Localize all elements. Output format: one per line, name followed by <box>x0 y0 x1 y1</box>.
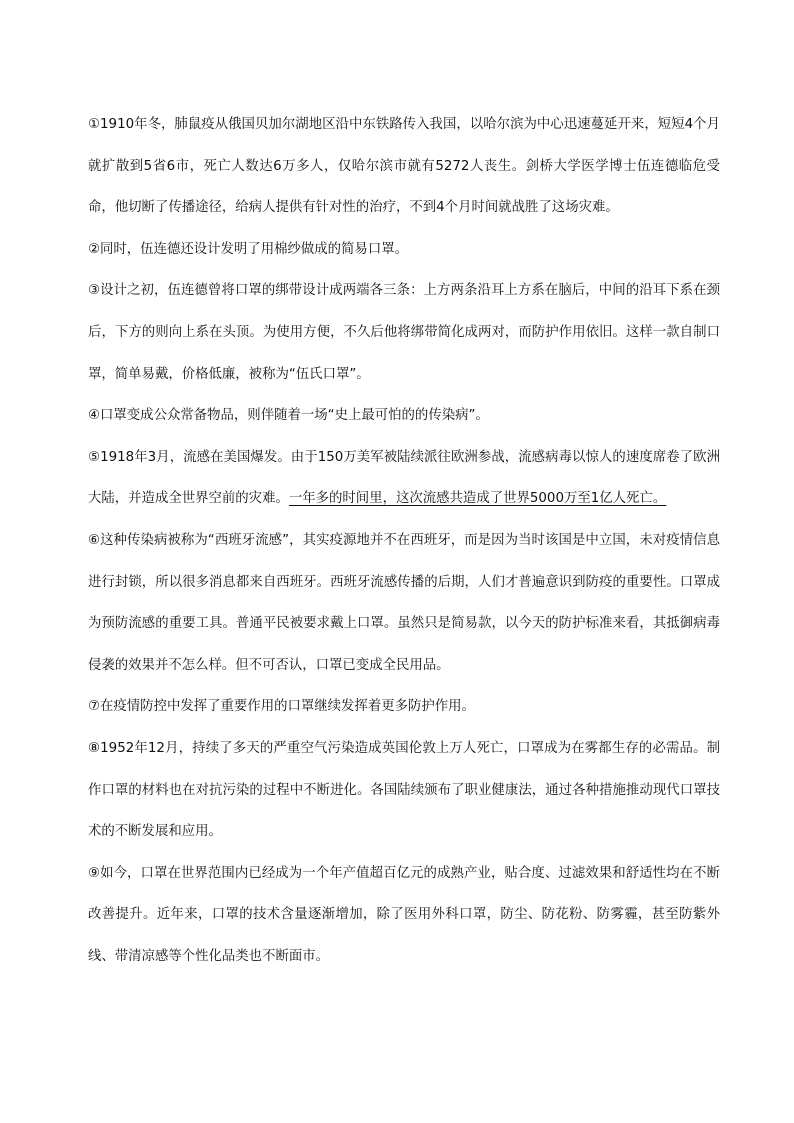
paragraph-3-text: ③设计之初，伍连德曾将口罩的绑带设计成两端各三条：上方两条沿耳上方系在脑后，中间的沿耳下系在颈后，下方的则向上系在头顶。为使用方便，不久后他将绑带简化成两对，而防护作用依旧。这样一款自制口罩，简单易戴，价格低廉，被称为“伍氏口罩”。 <box>88 283 720 382</box>
paragraph-4-text: ④口罩变成公众常备物品，则伴随着一场“史上最可怕的的传染病”。 <box>88 408 489 424</box>
paragraph-2-text: ②同时，伍连德还设计发明了用棉纱做成的简易口罩。 <box>88 241 408 257</box>
paragraph-3 <box>88 270 720 395</box>
paragraph-6-text: ⑥这种传染病被称为“西班牙流感”，其实疫源地并不在西班牙，而是因为当时该国是中立国，未对疫情信息进行封锁，所以很多消息都来自西班牙。西班牙流感传播的后期，人们才普遍意识到防疫的重要性。口罩成为预防流感的重要工具。普通平民被要求戴上口罩。虽然只是简易款，以今天的防护标准来看，其抵御病毒侵袭的效果并不怎么样。但不可否认，口罩已变成全民用品。 <box>88 532 720 673</box>
paragraph-7 <box>88 686 720 728</box>
paragraph-4 <box>88 395 720 437</box>
paragraph-5-text: ⑤1918年3月，流感在美国爆发。由于150万美军被陆续派往欧洲参战，流感病毒以惊人的速度席卷了欧洲大陆，并造成全世界空前的灾难。 <box>88 449 720 507</box>
paragraph-8-text: ⑧1952年12月，持续了多天的严重空气污染造成英国伦敦上万人死亡，口罩成为在雾都生存的必需品。制作口罩的材料也在对抗污染的过程中不断进化。各国陆续颁布了职业健康法，通过各种措施推动现代口罩技术的不断发展和应用。 <box>88 740 720 840</box>
document-page <box>88 104 720 977</box>
paragraph-9-text: ⑨如今，口罩在世界范围内已经成为一个年产值超百亿元的成熟产业，贴合度、过滤效果和舒适性均在不断改善提升。近年来，口罩的技术含量逐渐增加，除了医用外科口罩，防尘、防花粉、防雾霾，甚至防紫外线、带清凉感等个性化品类也不断面市。 <box>88 865 720 964</box>
paragraph-7-text: ⑦在疫情防控中发挥了重要作用的口罩继续发挥着更多防护作用。 <box>88 699 475 715</box>
paragraph-5-underlined-text: 一年多的时间里，这次流感共造成了世界5000万至1亿人死亡。 <box>288 491 667 507</box>
paragraph-9 <box>88 853 720 978</box>
paragraph-2 <box>88 229 720 271</box>
paragraph-6 <box>88 520 720 686</box>
paragraph-1 <box>88 104 720 229</box>
paragraph-5 <box>88 437 720 520</box>
paragraph-8 <box>88 728 720 853</box>
paragraph-1-text: ①1910年冬，肺鼠疫从俄国贝加尔湖地区沿中东铁路传入我国，以哈尔滨为中心迅速蔓延开来，短短4个月就扩散到5省6市，死亡人数达6万多人，仅哈尔滨市就有5272人丧生。剑桥大学医学博士伍连德临危受命，他切断了传播途径，给病人提供有针对性的治疗，不到4个月时间就战胜了这场灾难。 <box>88 117 720 216</box>
